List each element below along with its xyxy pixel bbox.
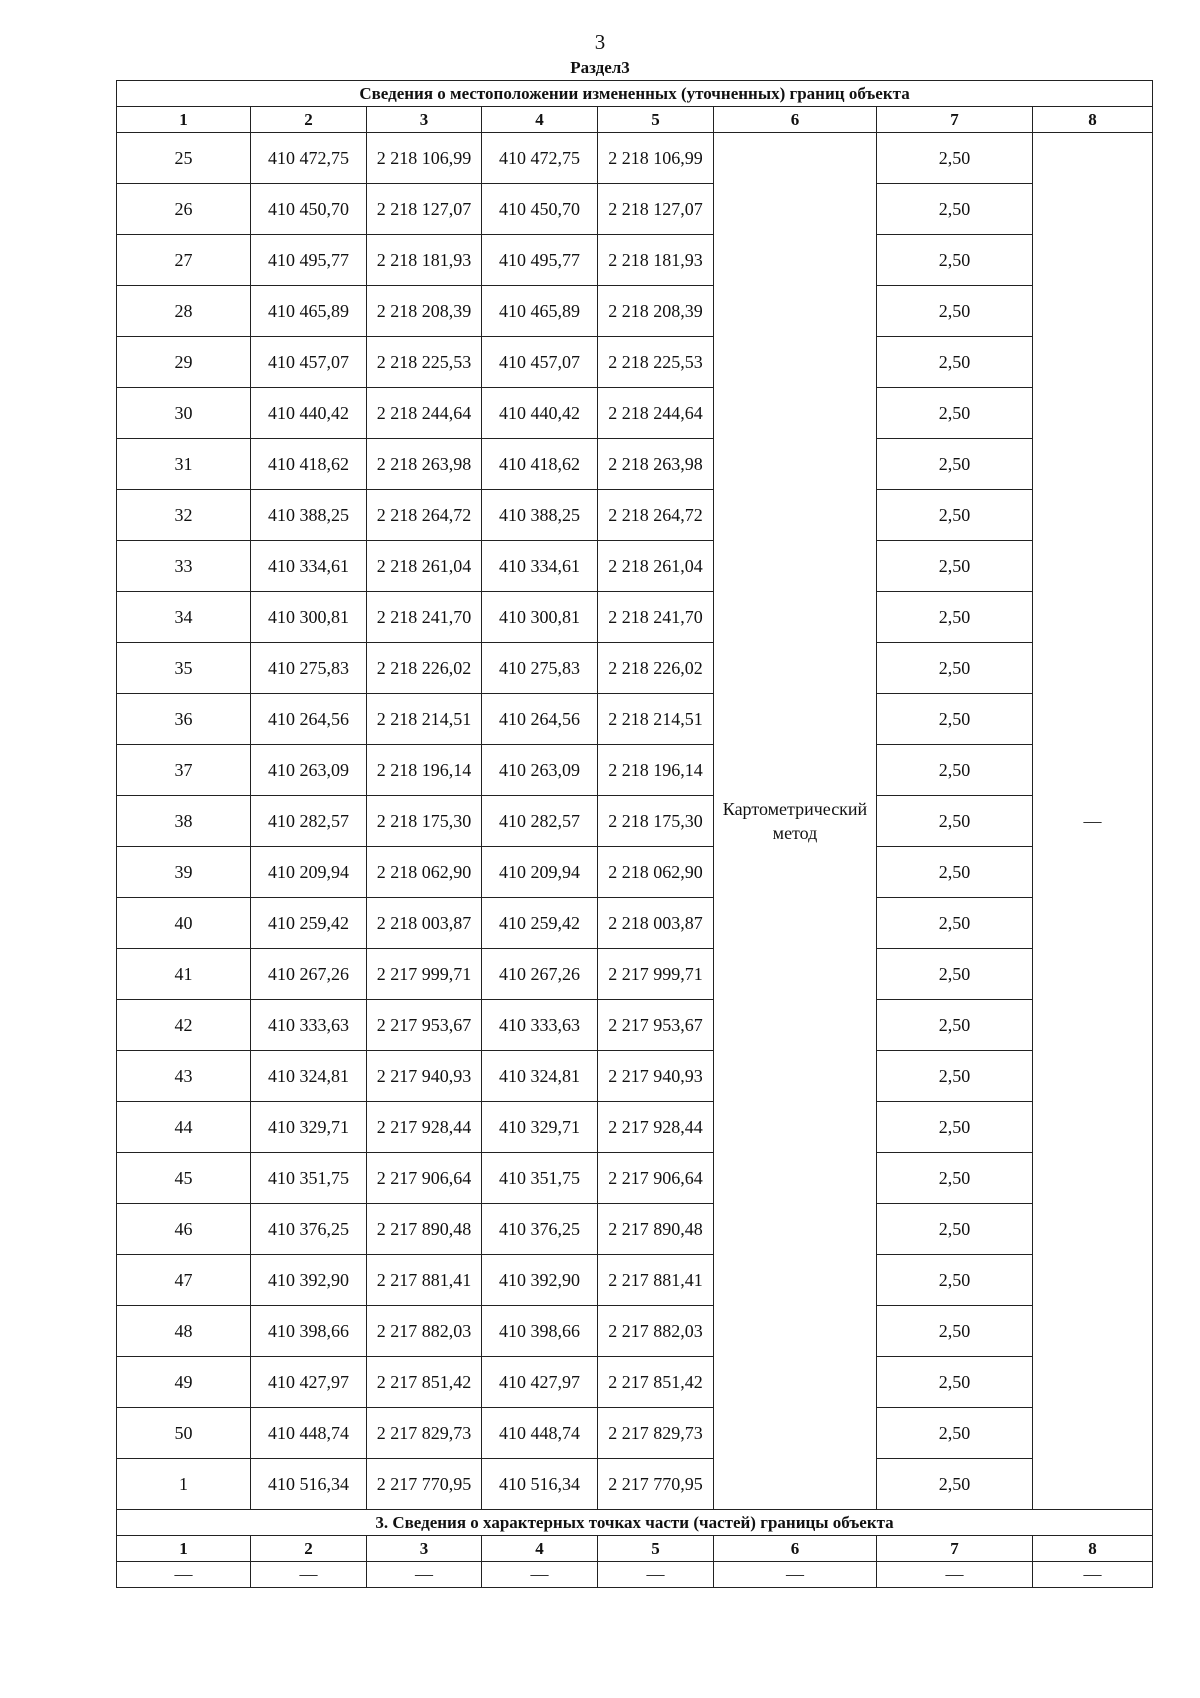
accuracy-value: 2,50 [877, 796, 1033, 847]
y-new: 2 218 214,51 [598, 694, 714, 745]
x-existing: 410 457,07 [251, 337, 367, 388]
table-row [117, 694, 1153, 745]
section-title: Раздел3 [570, 58, 630, 77]
table-row [117, 898, 1153, 949]
x-new: 410 267,26 [482, 949, 598, 1000]
point-number: 41 [117, 949, 251, 1000]
table-row [117, 1357, 1153, 1408]
x-new: 410 263,09 [482, 745, 598, 796]
x-existing: 410 333,63 [251, 1000, 367, 1051]
y-new: 2 217 829,73 [598, 1408, 714, 1459]
x-new: 410 329,71 [482, 1102, 598, 1153]
y-existing: 2 217 953,67 [367, 1000, 482, 1051]
y-new: 2 218 263,98 [598, 439, 714, 490]
y-existing: 2 218 127,07 [367, 184, 482, 235]
accuracy-value: 2,50 [877, 235, 1033, 286]
accuracy-value: 2,50 [877, 541, 1033, 592]
table-row [117, 439, 1153, 490]
accuracy-value: 2,50 [877, 1357, 1033, 1408]
y-existing: 2 218 241,70 [367, 592, 482, 643]
y-existing: 2 217 906,64 [367, 1153, 482, 1204]
x-new: 410 440,42 [482, 388, 598, 439]
column-number: 1 [117, 1536, 251, 1562]
x-existing: 410 516,34 [251, 1459, 367, 1510]
x-new: 410 264,56 [482, 694, 598, 745]
y-existing: 2 218 244,64 [367, 388, 482, 439]
x-new: 410 275,83 [482, 643, 598, 694]
point-number: 43 [117, 1051, 251, 1102]
x-existing: 410 324,81 [251, 1051, 367, 1102]
table-row [117, 1204, 1153, 1255]
empty-dash: — [367, 1562, 482, 1588]
accuracy-value: 2,50 [877, 1000, 1033, 1051]
point-number: 28 [117, 286, 251, 337]
method-cell: Картометрический метод [714, 133, 877, 1510]
x-existing: 410 264,56 [251, 694, 367, 745]
point-number: 42 [117, 1000, 251, 1051]
table-row [117, 1153, 1153, 1204]
table-row [117, 1408, 1153, 1459]
point-number: 44 [117, 1102, 251, 1153]
x-new: 410 418,62 [482, 439, 598, 490]
point-number: 37 [117, 745, 251, 796]
x-new: 410 351,75 [482, 1153, 598, 1204]
x-existing: 410 418,62 [251, 439, 367, 490]
column-number: 8 [1033, 107, 1153, 133]
x-existing: 410 259,42 [251, 898, 367, 949]
column-number: 6 [714, 1536, 877, 1562]
y-new: 2 218 003,87 [598, 898, 714, 949]
y-new: 2 217 851,42 [598, 1357, 714, 1408]
x-existing: 410 267,26 [251, 949, 367, 1000]
empty-dash: — [714, 1562, 877, 1588]
point-number: 36 [117, 694, 251, 745]
y-new: 2 217 953,67 [598, 1000, 714, 1051]
accuracy-value: 2,50 [877, 133, 1033, 184]
point-number: 47 [117, 1255, 251, 1306]
table2-row [117, 1562, 1153, 1588]
empty-dash: — [598, 1562, 714, 1588]
accuracy-value: 2,50 [877, 898, 1033, 949]
page-number: 3 [594, 30, 606, 54]
point-number: 49 [117, 1357, 251, 1408]
table-row [117, 490, 1153, 541]
y-new: 2 217 881,41 [598, 1255, 714, 1306]
point-number: 29 [117, 337, 251, 388]
y-existing: 2 218 181,93 [367, 235, 482, 286]
x-new: 410 282,57 [482, 796, 598, 847]
point-number: 45 [117, 1153, 251, 1204]
y-existing: 2 218 003,87 [367, 898, 482, 949]
point-number: 34 [117, 592, 251, 643]
x-new: 410 472,75 [482, 133, 598, 184]
table-row [117, 1255, 1153, 1306]
column-number: 4 [482, 1536, 598, 1562]
column-number: 5 [598, 107, 714, 133]
column-number: 4 [482, 107, 598, 133]
x-existing: 410 495,77 [251, 235, 367, 286]
x-existing: 410 275,83 [251, 643, 367, 694]
y-new: 2 217 890,48 [598, 1204, 714, 1255]
y-new: 2 218 264,72 [598, 490, 714, 541]
x-new: 410 376,25 [482, 1204, 598, 1255]
table-row [117, 541, 1153, 592]
x-existing: 410 392,90 [251, 1255, 367, 1306]
x-new: 410 516,34 [482, 1459, 598, 1510]
accuracy-value: 2,50 [877, 1459, 1033, 1510]
x-new: 410 209,94 [482, 847, 598, 898]
y-new: 2 217 906,64 [598, 1153, 714, 1204]
point-number: 39 [117, 847, 251, 898]
point-number: 33 [117, 541, 251, 592]
coordinates-table [116, 80, 1153, 1588]
y-existing: 2 217 940,93 [367, 1051, 482, 1102]
y-existing: 2 217 851,42 [367, 1357, 482, 1408]
column-number: 3 [367, 1536, 482, 1562]
x-new: 410 448,74 [482, 1408, 598, 1459]
y-existing: 2 217 999,71 [367, 949, 482, 1000]
column-number: 3 [367, 107, 482, 133]
accuracy-value: 2,50 [877, 337, 1033, 388]
table-row [117, 949, 1153, 1000]
column-number: 7 [877, 107, 1033, 133]
x-existing: 410 398,66 [251, 1306, 367, 1357]
empty-dash: — [1033, 1562, 1153, 1588]
empty-dash: — [482, 1562, 598, 1588]
accuracy-value: 2,50 [877, 1051, 1033, 1102]
table-row [117, 847, 1153, 898]
table-row [117, 184, 1153, 235]
x-new: 410 450,70 [482, 184, 598, 235]
y-new: 2 218 244,64 [598, 388, 714, 439]
accuracy-value: 2,50 [877, 1255, 1033, 1306]
accuracy-value: 2,50 [877, 1102, 1033, 1153]
y-new: 2 217 999,71 [598, 949, 714, 1000]
x-existing: 410 472,75 [251, 133, 367, 184]
table-row [117, 745, 1153, 796]
y-existing: 2 218 175,30 [367, 796, 482, 847]
column-number: 1 [117, 107, 251, 133]
y-existing: 2 217 882,03 [367, 1306, 482, 1357]
accuracy-value: 2,50 [877, 592, 1033, 643]
y-new: 2 218 175,30 [598, 796, 714, 847]
y-existing: 2 218 264,72 [367, 490, 482, 541]
table-row [117, 388, 1153, 439]
x-existing: 410 351,75 [251, 1153, 367, 1204]
accuracy-value: 2,50 [877, 949, 1033, 1000]
y-existing: 2 218 263,98 [367, 439, 482, 490]
y-new: 2 218 127,07 [598, 184, 714, 235]
y-new: 2 217 928,44 [598, 1102, 714, 1153]
point-number: 50 [117, 1408, 251, 1459]
column-number: 5 [598, 1536, 714, 1562]
y-new: 2 218 181,93 [598, 235, 714, 286]
y-new: 2 218 106,99 [598, 133, 714, 184]
column-number: 2 [251, 1536, 367, 1562]
y-existing: 2 218 196,14 [367, 745, 482, 796]
x-existing: 410 465,89 [251, 286, 367, 337]
y-new: 2 218 226,02 [598, 643, 714, 694]
table-row [117, 235, 1153, 286]
table2-column-numbers [117, 1536, 1153, 1562]
table-row [117, 1051, 1153, 1102]
x-existing: 410 450,70 [251, 184, 367, 235]
x-new: 410 334,61 [482, 541, 598, 592]
accuracy-value: 2,50 [877, 694, 1033, 745]
point-number: 40 [117, 898, 251, 949]
x-new: 410 495,77 [482, 235, 598, 286]
accuracy-value: 2,50 [877, 643, 1033, 694]
x-existing: 410 329,71 [251, 1102, 367, 1153]
x-new: 410 427,97 [482, 1357, 598, 1408]
accuracy-value: 2,50 [877, 439, 1033, 490]
table-row [117, 337, 1153, 388]
table-row [117, 1306, 1153, 1357]
empty-dash: — [117, 1562, 251, 1588]
point-number: 48 [117, 1306, 251, 1357]
accuracy-value: 2,50 [877, 1153, 1033, 1204]
accuracy-value: 2,50 [877, 745, 1033, 796]
column-number: 6 [714, 107, 877, 133]
col8-cell: — [1033, 133, 1153, 1510]
y-existing: 2 217 881,41 [367, 1255, 482, 1306]
y-existing: 2 217 770,95 [367, 1459, 482, 1510]
x-existing: 410 440,42 [251, 388, 367, 439]
y-new: 2 217 940,93 [598, 1051, 714, 1102]
table1-column-numbers [117, 107, 1153, 133]
y-existing: 2 218 261,04 [367, 541, 482, 592]
point-number: 27 [117, 235, 251, 286]
x-new: 410 392,90 [482, 1255, 598, 1306]
table-row [117, 592, 1153, 643]
table-row [117, 1000, 1153, 1051]
y-existing: 2 217 829,73 [367, 1408, 482, 1459]
accuracy-value: 2,50 [877, 490, 1033, 541]
empty-dash: — [251, 1562, 367, 1588]
x-existing: 410 427,97 [251, 1357, 367, 1408]
x-existing: 410 334,61 [251, 541, 367, 592]
x-existing: 410 209,94 [251, 847, 367, 898]
point-number: 35 [117, 643, 251, 694]
y-existing: 2 218 225,53 [367, 337, 482, 388]
column-number: 7 [877, 1536, 1033, 1562]
x-new: 410 465,89 [482, 286, 598, 337]
y-new: 2 218 261,04 [598, 541, 714, 592]
y-new: 2 218 196,14 [598, 745, 714, 796]
point-number: 38 [117, 796, 251, 847]
x-existing: 410 376,25 [251, 1204, 367, 1255]
x-new: 410 333,63 [482, 1000, 598, 1051]
point-number: 32 [117, 490, 251, 541]
point-number: 31 [117, 439, 251, 490]
point-number: 25 [117, 133, 251, 184]
table-row [117, 796, 1153, 847]
table-row [117, 133, 1153, 184]
x-new: 410 259,42 [482, 898, 598, 949]
y-existing: 2 217 928,44 [367, 1102, 482, 1153]
y-new: 2 218 225,53 [598, 337, 714, 388]
y-new: 2 218 241,70 [598, 592, 714, 643]
accuracy-value: 2,50 [877, 388, 1033, 439]
column-number: 8 [1033, 1536, 1153, 1562]
x-new: 410 300,81 [482, 592, 598, 643]
accuracy-value: 2,50 [877, 1204, 1033, 1255]
accuracy-value: 2,50 [877, 286, 1033, 337]
y-existing: 2 217 890,48 [367, 1204, 482, 1255]
table-row [117, 643, 1153, 694]
y-existing: 2 218 214,51 [367, 694, 482, 745]
x-existing: 410 282,57 [251, 796, 367, 847]
x-new: 410 388,25 [482, 490, 598, 541]
x-new: 410 457,07 [482, 337, 598, 388]
accuracy-value: 2,50 [877, 184, 1033, 235]
accuracy-value: 2,50 [877, 1408, 1033, 1459]
y-new: 2 217 882,03 [598, 1306, 714, 1357]
y-new: 2 218 208,39 [598, 286, 714, 337]
y-existing: 2 218 208,39 [367, 286, 482, 337]
table2-caption: 3. Сведения о характерных точках части (частей) границы объекта [117, 1510, 1153, 1536]
x-existing: 410 300,81 [251, 592, 367, 643]
accuracy-value: 2,50 [877, 1306, 1033, 1357]
table-row [117, 286, 1153, 337]
column-number: 2 [251, 107, 367, 133]
x-new: 410 324,81 [482, 1051, 598, 1102]
point-number: 26 [117, 184, 251, 235]
empty-dash: — [877, 1562, 1033, 1588]
accuracy-value: 2,50 [877, 847, 1033, 898]
y-new: 2 218 062,90 [598, 847, 714, 898]
point-number: 46 [117, 1204, 251, 1255]
y-existing: 2 218 226,02 [367, 643, 482, 694]
x-existing: 410 448,74 [251, 1408, 367, 1459]
x-existing: 410 388,25 [251, 490, 367, 541]
x-new: 410 398,66 [482, 1306, 598, 1357]
point-number: 1 [117, 1459, 251, 1510]
table-row [117, 1459, 1153, 1510]
y-existing: 2 218 106,99 [367, 133, 482, 184]
y-new: 2 217 770,95 [598, 1459, 714, 1510]
table1-caption: Сведения о местоположении измененных (уточненных) границ объекта [117, 81, 1153, 107]
point-number: 30 [117, 388, 251, 439]
x-existing: 410 263,09 [251, 745, 367, 796]
table-row [117, 1102, 1153, 1153]
y-existing: 2 218 062,90 [367, 847, 482, 898]
